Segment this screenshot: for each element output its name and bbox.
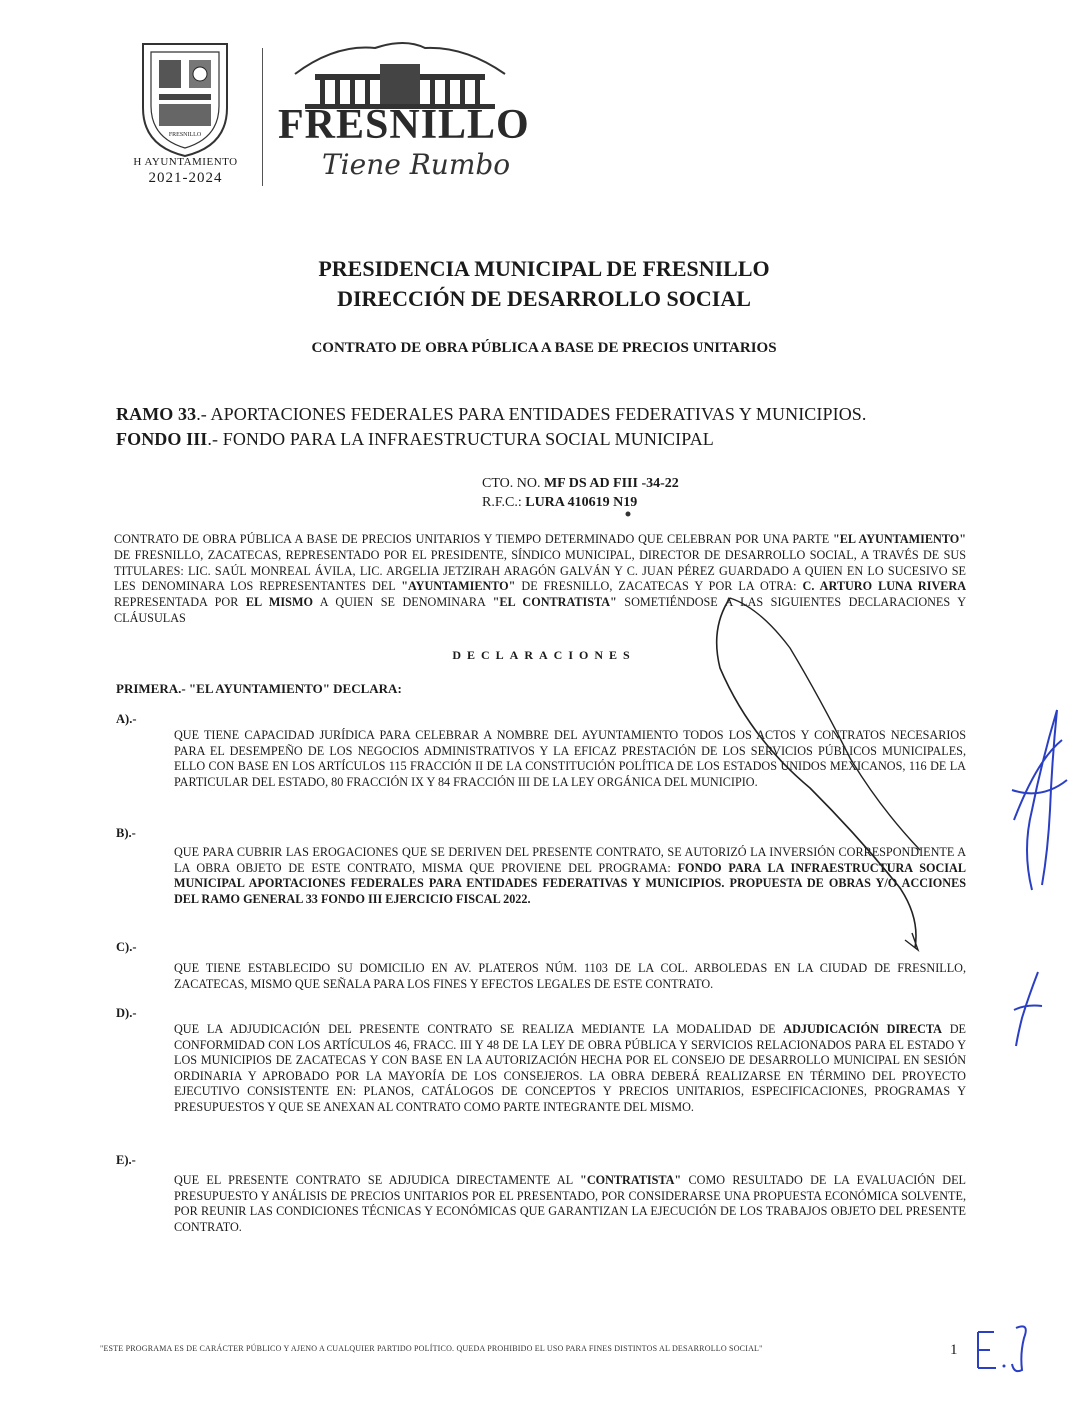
intro-text-1: CONTRATO DE OBRA PÚBLICA A BASE DE PRECIOS UNITARIOS Y TIEMPO DETERMINADO QUE CELEBRAN POR UNA PARTE [114,532,833,546]
intro-text-2: DE FRESNILLO, ZACATECAS, REPRESENTADO POR EL PRESIDENTE, SÍNDICO MUNICIPAL, DIRECTOR DE DESARROLLO SOCIAL, A TRAVÉS DE SUS TITULARES: LIC. SAÚL MONREAL ÁVILA, LIC. ARGELIA JETZIRAH ARAGÓN GALVÁN Y C. JUAN PÉREZ GUARDADO A QUIEN EN LO SUCESIVO SE LES DENOMINARA LOS REPRESENTANTES DEL [114,547,966,594]
ayuntamiento-years: 2021-2024 [148,170,223,186]
rfc-prefix: R.F.C.: [482,495,526,510]
section-e-bold: "CONTRATISTA" [580,1173,682,1187]
cto-prefix: CTO. NO. [482,476,544,491]
ink-dot-mark [624,510,632,518]
section-c-label: C).- [116,940,137,954]
primera-heading: PRIMERA.- "EL AYUNTAMIENTO" DECLARA: [116,681,402,696]
ayuntamiento-label: H AYUNTAMIENTO [133,156,238,168]
intro-bold-3: C. ARTURO LUNA RIVERA [802,579,966,594]
intro-bold-5: "EL CONTRATISTA" [492,595,617,610]
intro-text-4: REPRESENTADA POR [114,595,246,610]
section-d-bold: ADJUDICACIÓN DIRECTA [783,1022,942,1036]
handwritten-page-mark [972,1318,1042,1378]
section-e-text [174,1173,966,1235]
ramo-text: .- APORTACIONES FEDERALES PARA ENTIDADES FEDERATIVAS Y MUNICIPIOS. [196,404,867,424]
contract-number [482,476,679,492]
title-presidencia: PRESIDENCIA MUNICIPAL DE FRESNILLO [318,256,770,281]
contract-heading: CONTRATO DE OBRA PÚBLICA A BASE DE PRECIOS UNITARIOS [311,340,777,356]
rfc-number [482,495,637,511]
intro-text-3: DE FRESNILLO, ZACATECAS Y POR LA OTRA: [515,579,803,594]
section-d-label: D).- [116,1006,137,1020]
municipal-shield-logo [135,38,235,160]
section-a-label: A).- [116,712,137,726]
city-slogan: Tiene Rumbo [322,148,511,181]
signature-black-ink [690,588,950,968]
section-d-body-1: QUE LA ADJUDICACIÓN DEL PRESENTE CONTRATO SE REALIZA MEDIANTE LA MODALIDAD DE [174,1022,784,1036]
ramo-line [116,404,867,425]
section-d-text [174,1022,966,1116]
cto-number: MF DS AD FIII -34-22 [543,476,679,491]
section-c-text: QUE TIENE ESTABLECIDO SU DOMICILIO EN AV. PLATEROS NÚM. 1103 DE LA COL. ARBOLEDAS EN LA CIUDAD DE FRESNILLO, ZACATECAS, MISMO QUE SEÑALA PARA LOS FINES Y EFECTOS LEGALES DE ESTE CONTRATO. [174,961,966,991]
footer-note: "ESTE PROGRAMA ES DE CARÁCTER PÚBLICO Y AJENO A CUALQUIER PARTIDO POLÍTICO. QUEDA PROHIBIDO EL USO PARA FINES DISTINTOS AL DESARROLLO SOCIAL" [100,1344,763,1353]
intro-bold-1: "EL AYUNTAMIENTO" [833,532,966,546]
fondo-label: FONDO III [116,429,208,449]
intro-text-6: SOMETIÉNDOSE A LAS SIGUIENTES DECLARACIONES Y CLÁUSULAS [114,595,966,625]
section-e-label: E).- [116,1153,136,1167]
header-divider [262,48,263,186]
section-d-body-2: DE CONFORMIDAD CON LOS ARTÍCULOS 46, FRACC. III Y 48 DE LA LEY DE OBRA PÚBLICA Y SERVICIOS RELACIONADOS PARA EL ESTADO Y LOS MUNICIPIOS DE ZACATECAS Y CON BASE EN LA AUTORIZACIÓN HECHA POR EL CONSEJO DE DESARROLLO MUNICIPAL EN SESIÓN ORDINARIA Y APROBADO POR LA MAYORÍA DE LOS CONSEJEROS. LA OBRA DEBERÁ REALIZARSE EN TÉRMINO DEL PROYECTO EJECUTIVO CONSISTENTE EN: PLANOS, CATÁLOGOS DE CONCEPTOS Y PRECIOS UNITARIOS, ESPECIFICACIONES, PROGRAMAS Y PRESUPUESTOS Y QUE SE ANEXAN AL CONTRATO COMO PARTE INTEGRANTE DEL MISMO. [174,1022,967,1114]
section-e-body-2: COMO RESULTADO DE LA EVALUACIÓN DEL PRESUPUESTO Y ANÁLISIS DE PRECIOS UNITARIOS POR EL PRESENTADO, POR CONSIDERARSE UNA PROPUESTA ECONÓMICA SOLVENTE, POR REUNIR LAS CONDICIONES TÉCNICAS Y ECONÓMICAS QUE GARANTIZAN LA EJECUCIÓN DE LOS TRABAJOS OBJETO DEL PRESENTE CONTRATO. [174,1173,966,1234]
section-b-body: QUE PARA CUBRIR LAS EROGACIONES QUE SE DERIVEN DEL PRESENTE CONTRATO, SE AUTORIZÓ LA INVERSIÓN CORRESPONDIENTE A LA OBRA OBJETO DE ESTE CONTRATO, MISMA QUE PROVIENE DEL PROGRAMA: [174,845,966,875]
svg-text:FRESNILLO: FRESNILLO [168,132,202,138]
fondo-line [116,429,714,450]
city-name: FRESNILLO [278,102,530,148]
page-number: 1 [950,1342,958,1358]
section-b-label: B).- [116,826,136,840]
signature-blue-ink-1 [1002,700,1072,900]
section-b-bold: FONDO PARA LA INFRAESTRUCTURA SOCIAL MUNICIPAL APORTACIONES FEDERALES PARA ENTIDADES FEDERATIVAS Y MUNICIPIOS. PROPUESTA DE OBRAS Y/O ACCIONES DEL RAMO GENERAL 33 FONDO III EJERCICIO FISCAL 2022. [174,860,966,906]
intro-bold-4: EL MISMO [245,595,313,610]
ramo-label: RAMO 33 [116,404,197,424]
intro-bold-2: "AYUNTAMIENTO" [401,579,516,594]
section-a-text: QUE TIENE CAPACIDAD JURÍDICA PARA CELEBRAR A NOMBRE DEL AYUNTAMIENTO TODOS LOS ACTOS Y CONTRATOS NECESARIOS PARA EL DESEMPEÑO DE LOS NEGOCIOS ADMINISTRATIVOS Y LA EFICAZ PRESTACIÓN DE LOS SERVICIOS PÚBLICOS MUNICIPALES, ELLO CON BASE EN LOS ARTÍCULOS 115 FRACCIÓN II DE LA CONSTITUCIÓN POLÍTICA DE LOS ESTADOS UNIDOS MEXICANOS, 116 DE LA PARTICULAR DEL ESTADO, 80 FRACCIÓN IX Y 84 FRACCIÓN III DE LA LEY ORGÁNICA DEL MUNICIPIO. [174,728,966,789]
signature-blue-ink-2 [1008,968,1048,1050]
section-e-body-1: QUE EL PRESENTE CONTRATO SE ADJUDICA DIRECTAMENTE AL [174,1173,581,1187]
title-direccion: DIRECCIÓN DE DESARROLLO SOCIAL [337,286,751,311]
rfc-value: LURA 410619 N19 [525,495,638,510]
intro-text-5: A QUIEN SE DENOMINARA [312,595,493,610]
declaraciones-heading: DECLARACIONES [452,648,636,662]
fondo-text: .- FONDO PARA LA INFRAESTRUCTURA SOCIAL MUNICIPAL [207,429,714,449]
